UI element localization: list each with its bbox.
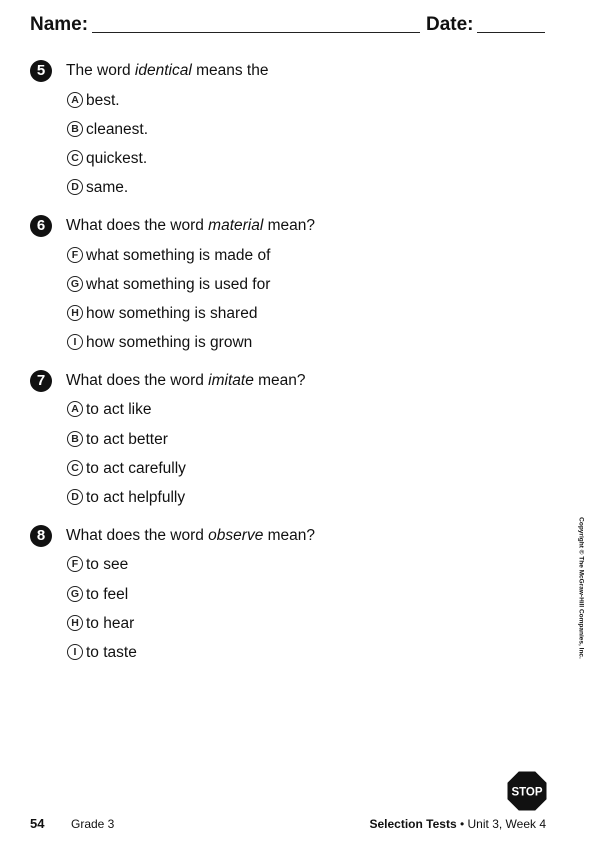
prompt-start: The word — [66, 62, 135, 79]
answer-text: how something is shared — [86, 305, 258, 322]
stop-sign-icon — [507, 771, 547, 811]
question-prompt — [66, 371, 306, 391]
date-field-line[interactable] — [477, 32, 545, 33]
answer-text: best. — [86, 92, 120, 109]
answer-text: to act better — [86, 431, 168, 448]
question-prompt — [66, 61, 268, 81]
name-label: Name: — [30, 14, 89, 35]
name-field-line[interactable] — [92, 32, 420, 33]
answer-bubble[interactable]: C — [67, 460, 83, 476]
answer-bubble[interactable]: G — [67, 586, 83, 602]
answer-bubble[interactable]: B — [67, 121, 83, 137]
answer-bubble[interactable]: G — [67, 276, 83, 292]
answer-text: to act carefully — [86, 460, 186, 477]
answer-text: what something is made of — [86, 247, 271, 264]
prompt-end: means the — [191, 62, 269, 79]
test-info — [369, 814, 546, 834]
question-number: 7 — [30, 370, 52, 392]
answer-bubble[interactable]: A — [67, 92, 83, 108]
answer-text: to act like — [86, 401, 152, 418]
prompt-vocab-word: material — [208, 217, 264, 234]
prompt-vocab-word: imitate — [208, 372, 254, 389]
answer-text: to feel — [86, 586, 129, 603]
footer-separator: • — [459, 817, 465, 831]
answer-bubble[interactable]: F — [67, 247, 83, 263]
answer-text: to see — [86, 556, 129, 573]
answer-text: to act helpfully — [86, 489, 186, 506]
grade-label: Grade 3 — [71, 817, 115, 831]
date-label: Date: — [426, 14, 474, 35]
question-number: 5 — [30, 60, 52, 82]
answer-text: what something is used for — [86, 276, 271, 293]
answer-bubble[interactable]: I — [67, 644, 83, 660]
unit-week: Unit 3, Week 4 — [467, 817, 546, 831]
answer-bubble[interactable]: C — [67, 150, 83, 166]
prompt-start: What does the word — [66, 217, 209, 234]
question-prompt — [66, 216, 315, 236]
answer-bubble[interactable]: D — [67, 489, 83, 505]
header — [30, 12, 550, 38]
answer-text: cleanest. — [86, 121, 149, 138]
answer-text: same. — [86, 179, 129, 196]
answer-bubble[interactable]: D — [67, 179, 83, 195]
copyright-notice — [576, 516, 586, 659]
answer-text: to taste — [86, 644, 137, 661]
answer-text: quickest. — [86, 150, 148, 167]
question-prompt — [66, 526, 315, 546]
answer-bubble[interactable]: H — [67, 615, 83, 631]
question-number: 8 — [30, 525, 52, 547]
prompt-vocab-word: observe — [208, 527, 264, 544]
answer-text: how something is grown — [86, 334, 253, 351]
answer-bubble[interactable]: H — [67, 305, 83, 321]
copyright-text: Copyright © The McGraw-Hill Companies, Inc. — [577, 516, 585, 659]
page-number: 54 — [30, 816, 45, 831]
answer-bubble[interactable]: A — [67, 401, 83, 417]
answer-text: to hear — [86, 615, 135, 632]
prompt-start: What does the word — [66, 372, 209, 389]
question-number: 6 — [30, 215, 52, 237]
prompt-start: What does the word — [66, 527, 209, 544]
answer-bubble[interactable]: I — [67, 334, 83, 350]
prompt-end: mean? — [253, 372, 306, 389]
footer — [30, 814, 550, 834]
stop-sign-graphic — [507, 771, 547, 811]
section-title: Selection Tests — [369, 817, 457, 831]
prompt-end: mean? — [263, 217, 316, 234]
prompt-vocab-word: identical — [134, 62, 192, 79]
stop-label: STOP — [511, 786, 543, 799]
answer-bubble[interactable]: F — [67, 556, 83, 572]
answer-bubble[interactable]: B — [67, 431, 83, 447]
prompt-end: mean? — [263, 527, 316, 544]
